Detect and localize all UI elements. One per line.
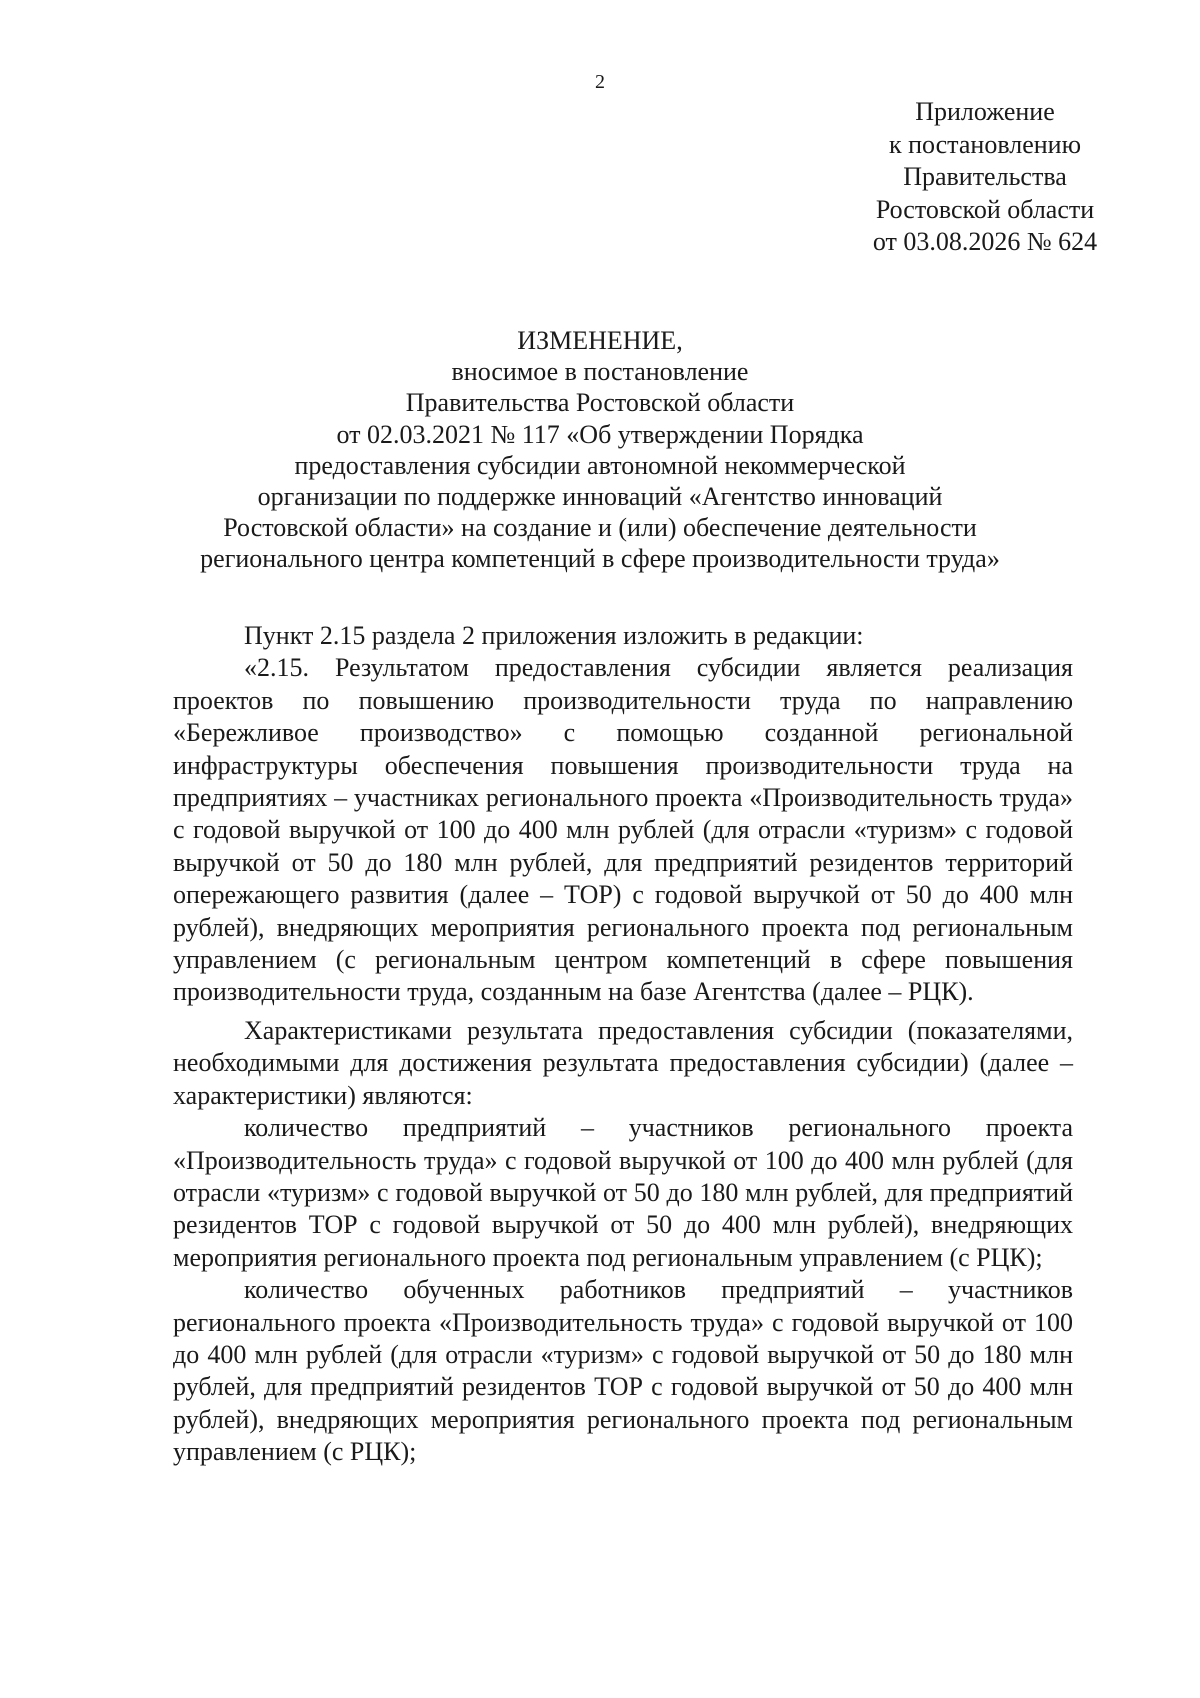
appendix-line: Ростовской области bbox=[875, 194, 1095, 224]
appendix-line: Правительства bbox=[903, 162, 1067, 191]
paragraph-count-enterprises: количество предприятий – участников регионального проекта «Производительность труда» с годовой выручкой от 100 до 400 млн рублей (для отрасли «туризм» с годовой выручкой от 50 до 180 млн рублей, для предприятий резидентов ТОР с годовой выручкой от 50 до 400 млн рублей), внедряющих мероприятия регионального проекта под региональным управлением (с РЦК); bbox=[173, 1113, 1073, 1272]
document-body bbox=[173, 620, 1073, 1469]
title-line: вносимое в постановление bbox=[451, 357, 749, 387]
appendix-block bbox=[810, 96, 1160, 259]
appendix-line: к постановлению bbox=[888, 129, 1082, 159]
appendix-line: Приложение bbox=[915, 97, 1055, 126]
paragraph-characteristics: Характеристиками результата предоставления субсидии (показателями, необходимыми для достижения результата предоставления субсидии) (далее – характеристики) являются: bbox=[173, 1015, 1073, 1110]
title-line: Правительства Ростовской области bbox=[405, 388, 795, 418]
page-number: 2 bbox=[595, 71, 605, 93]
title-line: регионального центра компетенций в сфере производительности труда» bbox=[200, 544, 1000, 574]
title-line: организации по поддержке инноваций «Агентство инноваций bbox=[257, 482, 943, 512]
appendix-line: от 03.08.2026 № 624 bbox=[872, 227, 1098, 256]
title-line: от 02.03.2021 № 117 «Об утверждении Порядка bbox=[336, 419, 864, 449]
document-title bbox=[180, 325, 1020, 575]
title-line: предоставления субсидии автономной некоммерческой bbox=[294, 450, 906, 480]
paragraph-count-trained: количество обученных работников предприятий – участников регионального проекта «Производительность труда» с годовой выручкой от 100 до 400 млн рублей (для отрасли «туризм» с годовой выручкой от 50 до 180 млн рублей, для предприятий резидентов ТОР с годовой выручкой от 50 до 400 млн рублей), внедряющих мероприятия регионального проекта под региональным управлением (с РЦК); bbox=[173, 1275, 1073, 1467]
paragraph-result: «2.15. Результатом предоставления субсидии является реализация проектов по повышению производительности труда по направлению «Бережливое производство» с помощью созданной региональной инфраструктуры обеспечения повышения производительности труда на предприятиях – участниках регионального проекта «Производительность труда» с годовой выручкой от 100 до 400 млн рублей (для отрасли «туризм» с годовой выручкой от 50 до 180 млн рублей, для предприятий резидентов территорий опережающего развития (далее – ТОР) с годовой выручкой от 50 до 400 млн рублей), внедряющих мероприятия регионального проекта под региональным управлением (с региональным центром компетенций в сфере повышения производительности труда, созданным на базе Агентства (далее – РЦК). bbox=[173, 653, 1073, 1007]
intro-paragraph: Пункт 2.15 раздела 2 приложения изложить в редакции: bbox=[244, 621, 864, 650]
title-heading: ИЗМЕНЕНИЕ, bbox=[517, 326, 683, 355]
title-line: Ростовской области» на создание и (или) обеспечение деятельности bbox=[223, 513, 977, 543]
